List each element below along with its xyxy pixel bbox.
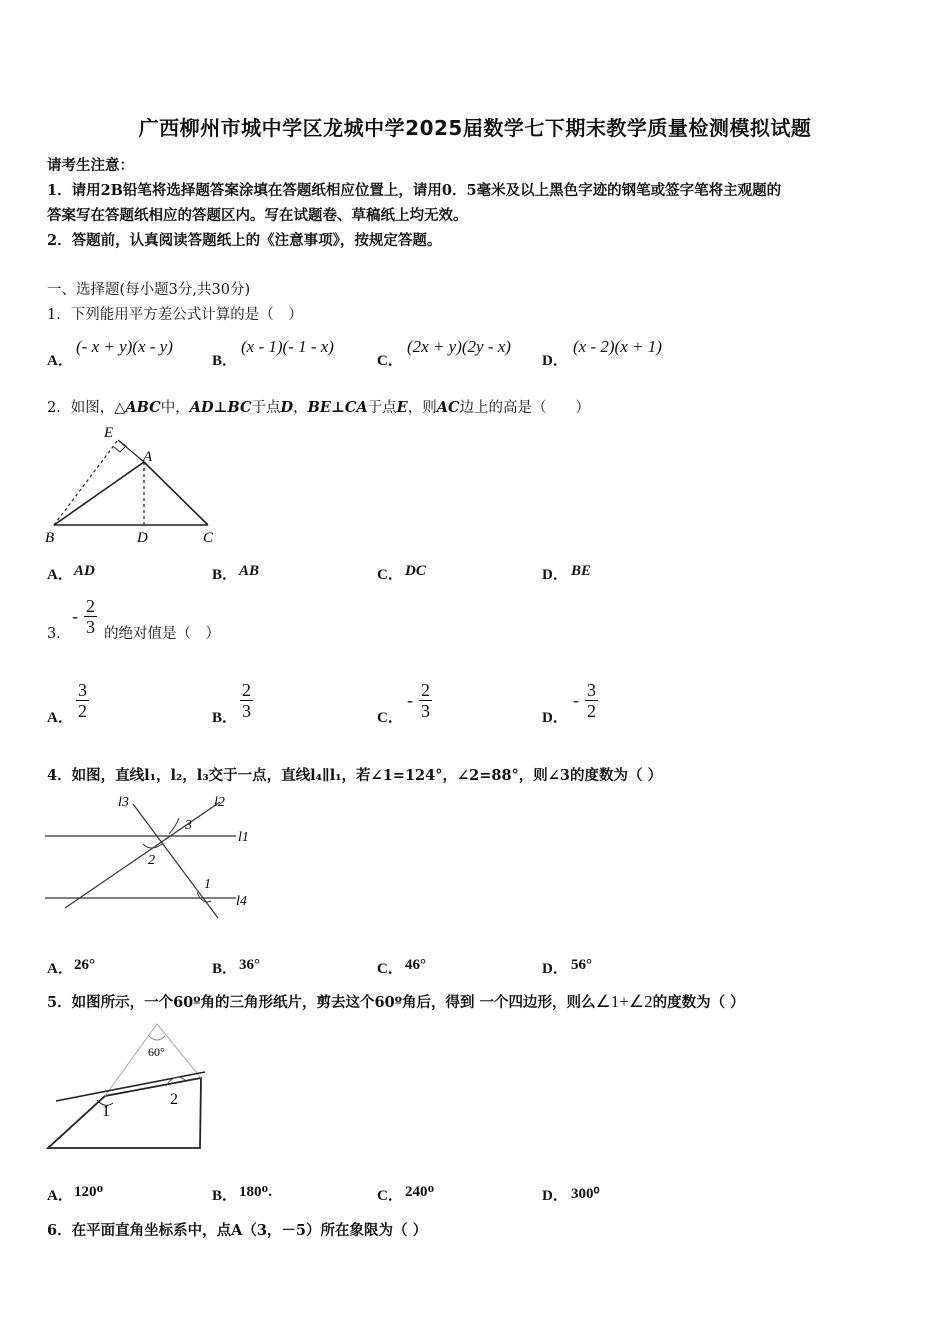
q1-stem: 1．下列能用平方差公式计算的是（ ） (47, 307, 303, 323)
q4-fig-label-l3: l3 (118, 795, 129, 810)
q4-option-d[interactable]: 56° (571, 957, 592, 973)
q6-stem: 6．在平面直角坐标系中，点A（3，－5）所在象限为（ ） (47, 1222, 428, 1239)
q3-option-a-label[interactable]: A． (47, 710, 73, 726)
q3-option-a[interactable] (76, 680, 89, 721)
q4-option-c-label[interactable]: C． (377, 961, 403, 977)
q2-stem-mid4: ，则 (407, 400, 437, 416)
q3-option-d-sign: - (573, 690, 579, 710)
q2-option-c[interactable]: DC (405, 563, 426, 579)
q3-option-d-label[interactable]: D． (542, 710, 568, 726)
q2-e: E (396, 399, 408, 416)
notice-heading: 请考生注意： (47, 157, 134, 174)
q2-perp2: ⊥ (330, 399, 345, 416)
q2-bc: BC (227, 399, 252, 416)
q2-fig-label-c: C (203, 530, 214, 546)
q2-ac: AC (436, 399, 460, 416)
q5-stem (47, 991, 745, 1012)
q3-option-d[interactable] (573, 680, 598, 721)
q3-stem-fraction (84, 596, 97, 637)
q3-option-b-den: 3 (242, 701, 251, 721)
q1-option-b-label[interactable]: B． (212, 353, 238, 369)
q5-fig-angle-1: 1 (102, 1103, 110, 1120)
q1-option-c-label[interactable]: C． (377, 353, 403, 369)
q3-stem-numerator: 2 (86, 596, 95, 616)
q5-option-d[interactable]: 300⁰ (571, 1186, 600, 1202)
q3-option-d-den: 2 (587, 701, 596, 721)
q2-fig-label-b: B (45, 530, 55, 546)
q4-option-d-label[interactable]: D． (542, 961, 568, 977)
q1-option-d-label[interactable]: D． (542, 353, 568, 369)
q3-option-d-num: 3 (587, 680, 596, 700)
q4-fig-angle-1: 1 (204, 877, 211, 892)
q5-option-c[interactable]: 240ᴼ (405, 1184, 435, 1200)
q3-option-c-den: 3 (421, 701, 430, 721)
notice-line-1a: 1．请用2B铅笔将选择题答案涂填在答题纸相应位置上，请用0．5毫米及以上黑色字迹的钢笔或签字笔将主观题的 (47, 182, 782, 199)
q2-fig-label-d: D (137, 530, 148, 546)
q4-stem: 4．如图，直线l₁，l₂，l₃交于一点，直线l₄∥l₁，若∠1=124°，∠2=88°，则∠3的度数为（ ） (47, 767, 663, 784)
q2-stem-mid1: 中， (160, 400, 190, 416)
q5-option-b[interactable]: 180ᴼ. (239, 1184, 273, 1200)
q5-option-c-label[interactable]: C． (377, 1188, 403, 1204)
q4-fig-angle-3: 3 (185, 818, 192, 833)
q1-option-a[interactable]: (- x + y)(x - y) (76, 337, 173, 356)
q2-stem (47, 396, 590, 417)
q3-option-c-num: 2 (421, 680, 430, 700)
notice-line-1b: 答案写在答题纸相应的答题区内。写在试题卷、草稿纸上均无效。 (47, 207, 468, 224)
q4-lines-figure (40, 788, 270, 928)
q2-perp1: ⊥ (213, 399, 228, 416)
q2-stem-tail: 边上的高是（ ） (459, 400, 591, 416)
q5-angles: ∠1+∠2 (595, 992, 653, 1011)
q1-option-b[interactable]: (x - 1)(- 1 - x) (241, 337, 334, 356)
q5-option-b-label[interactable]: B． (212, 1188, 238, 1204)
q4-fig-angle-2: 2 (148, 853, 155, 868)
q2-option-b[interactable]: AB (239, 563, 260, 579)
q5-stem-tail: 的度数为（ ） (652, 994, 745, 1011)
q4-fig-label-l1: l1 (238, 830, 249, 845)
q3-stem-tail: 的绝对值是（ ） (104, 626, 220, 642)
q2-stem-mid3: 于点 (367, 400, 397, 416)
q5-fig-angle-60: 60° (148, 1045, 165, 1059)
q3-option-c-label[interactable]: C． (377, 710, 403, 726)
page-title: 广西柳州市城中学区龙城中学2025届数学七下期末教学质量检测模拟试题 (138, 116, 812, 140)
q1-option-d[interactable]: (x - 2)(x + 1) (573, 337, 662, 356)
q5-option-a-label[interactable]: A． (47, 1188, 73, 1204)
q1-option-a-label[interactable]: A． (47, 353, 73, 369)
q2-ca: CA (344, 399, 368, 416)
section-heading: 一、选择题(每小题3分,共30分) (47, 282, 251, 298)
q5-fig-angle-2: 2 (170, 1091, 178, 1108)
q3-option-b-num: 2 (242, 680, 251, 700)
q2-stem-pre: 2．如图，△ (47, 400, 126, 416)
q4-option-b[interactable]: 36° (239, 957, 260, 973)
q2-triangle-figure (40, 420, 230, 550)
q2-fig-label-e: E (104, 425, 114, 441)
q2-abc: ABC (125, 399, 161, 416)
q4-option-c[interactable]: 46° (405, 957, 426, 973)
q5-stem-pre: 5．如图所示，一个60º角的三角形纸片，剪去这个60º角后，得到 一个四边形，则么 (47, 994, 596, 1011)
q2-option-a-label[interactable]: A． (47, 567, 73, 583)
q4-option-a-label[interactable]: A． (47, 961, 73, 977)
q2-d: D (280, 399, 294, 416)
q3-stem-expression (72, 596, 97, 637)
q4-option-a[interactable]: 26° (74, 957, 95, 973)
q3-stem-sign: - (72, 606, 78, 626)
q2-fig-label-a: A (143, 449, 153, 465)
q3-stem-denominator: 3 (86, 617, 95, 637)
q4-option-b-label[interactable]: B． (212, 961, 238, 977)
q5-triangle-figure (40, 1016, 220, 1156)
q2-option-b-label[interactable]: B． (212, 567, 238, 583)
q3-option-b[interactable] (240, 680, 253, 721)
q2-option-c-label[interactable]: C． (377, 567, 403, 583)
q3-option-c-sign: - (407, 690, 413, 710)
q5-option-d-label[interactable]: D． (542, 1188, 568, 1204)
q3-num: 3． (47, 626, 71, 642)
q3-option-b-label[interactable]: B． (212, 710, 238, 726)
q2-stem-mid2: 于点 (251, 400, 281, 416)
q2-ad: AD (189, 399, 214, 416)
q4-fig-label-l2: l2 (214, 795, 225, 810)
q2-option-a[interactable]: AD (74, 563, 95, 579)
q2-be: BE (307, 399, 331, 416)
q3-option-a-num: 3 (78, 680, 87, 700)
q3-option-c[interactable] (407, 680, 432, 721)
notice-line-2: 2．答题前，认真阅读答题纸上的《注意事项》，按规定答题。 (47, 232, 442, 249)
q3-option-a-den: 2 (78, 701, 87, 721)
q2-comma: ， (293, 400, 308, 416)
q1-option-c[interactable]: (2x + y)(2y - x) (407, 337, 511, 356)
q4-fig-label-l4: l4 (236, 894, 247, 909)
q2-option-d-label[interactable]: D． (542, 567, 568, 583)
q2-option-d[interactable]: BE (571, 563, 592, 579)
q5-option-a[interactable]: 120ᴼ (74, 1184, 104, 1200)
